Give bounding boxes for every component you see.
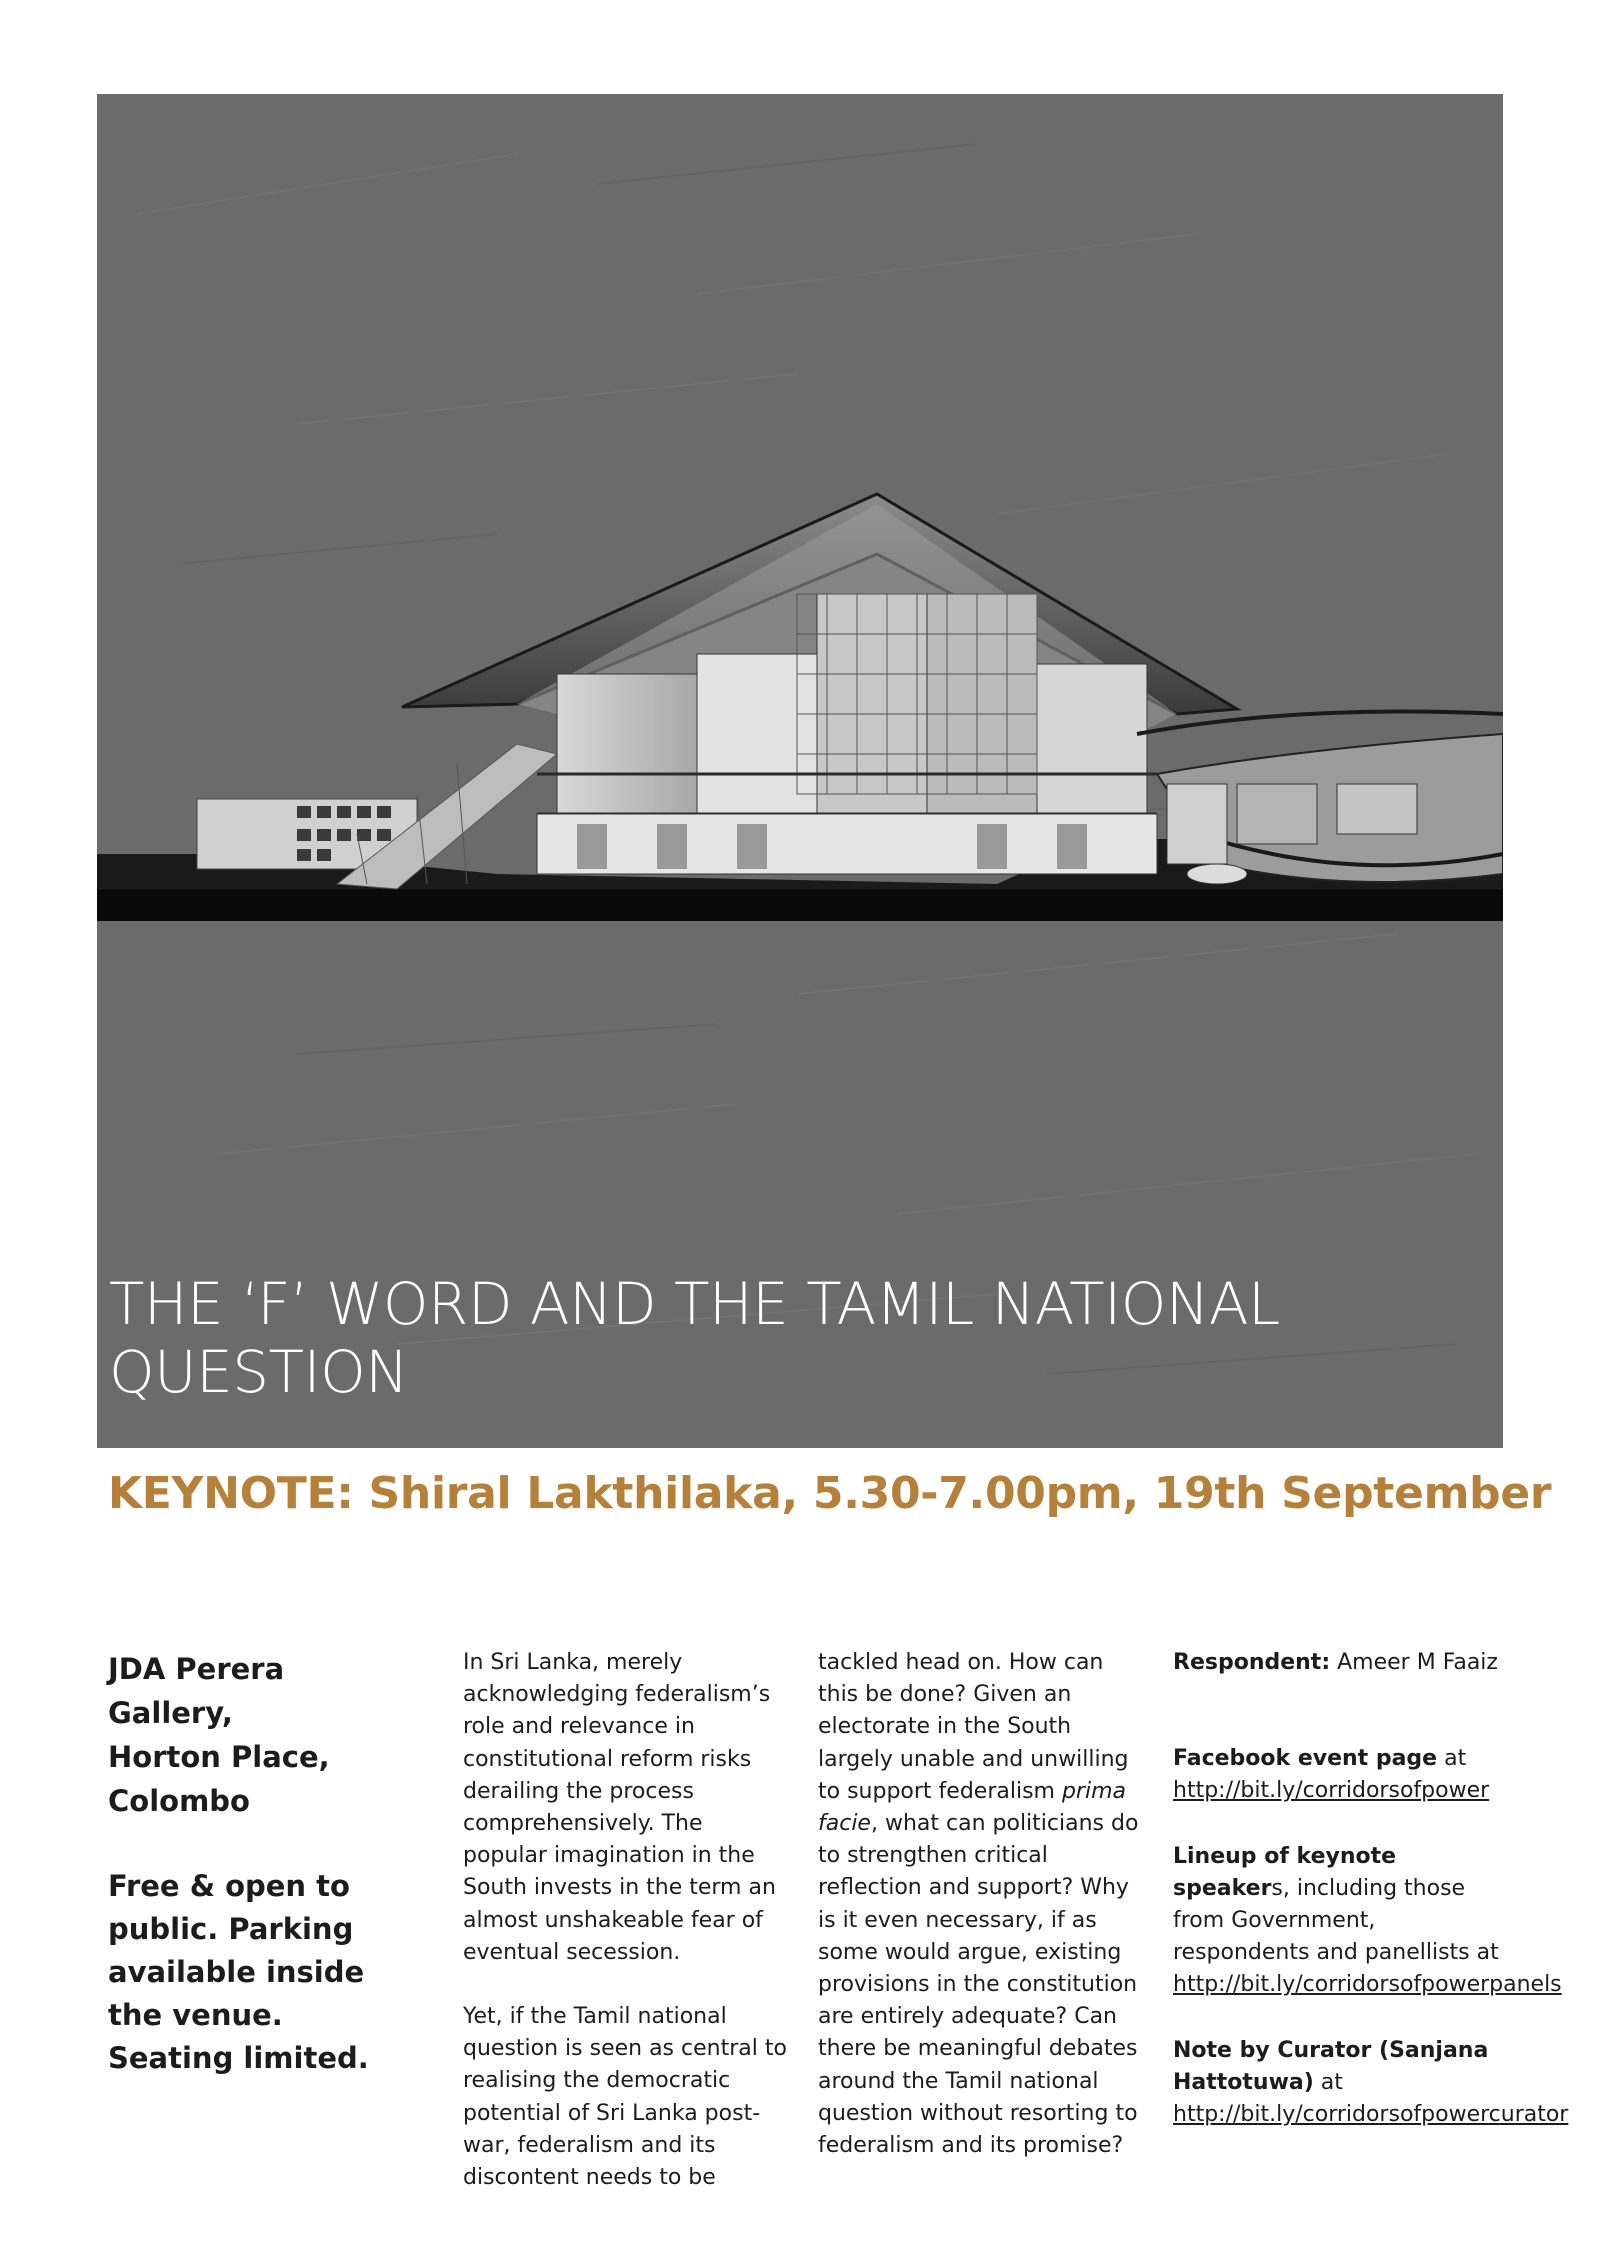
sidebar-column: [1173, 1647, 1569, 2131]
description-text-a: tackled head on. How can this be done? Given an electorate in the South largely unable and unwilling to support federalism: [818, 1650, 1129, 1804]
hero-image: [97, 94, 1503, 1448]
description-paragraph-2: Yet, if the Tamil national question is seen as central to realising the democratic potential of Sri Lanka post-war, federalism and its discontent needs to be: [463, 2004, 787, 2191]
note-label: Note by Curator (Sanjana Hattotuwa): [1173, 2038, 1489, 2095]
respondent-block: [1173, 1647, 1503, 1679]
facebook-label: Facebook event page: [1173, 1746, 1438, 1771]
panels-link[interactable]: http://bit.ly/corridorsofpowerpanels: [1173, 1972, 1562, 1997]
venue-line-3: Colombo: [108, 1784, 250, 1818]
curator-link[interactable]: http://bit.ly/corridorsofpowercurator: [1173, 2102, 1569, 2127]
event-title: THE ‘F’ WORD AND THE TAMIL NATIONAL QUESTION: [109, 1270, 1280, 1406]
description-column-2: [818, 1647, 1143, 2162]
description-paragraph-1: In Sri Lanka, merely acknowledging federalism’s role and relevance in constitutional reform risks derailing the process comprehensively. The popular imagination in the South invests in the term an almost unshakeable fear of eventual secession.: [463, 1650, 776, 1965]
facebook-event-link[interactable]: http://bit.ly/corridorsofpower: [1173, 1778, 1490, 1803]
facebook-block: [1173, 1743, 1503, 1807]
venue-column: [108, 1647, 418, 2080]
description-emphasis: prima facie: [818, 1778, 1127, 1837]
note-at: at: [1313, 2070, 1343, 2095]
venue-line-2: Horton Place,: [108, 1740, 330, 1774]
respondent-label: Respondent:: [1173, 1650, 1331, 1675]
architectural-section-drawing: [97, 94, 1503, 1448]
description-text-b: , what can politicians do to strengthen critical reflection and support? Why is it even necessary, if as some would argue, existing provisions in the constitution are entirely adequate? Can there be meaningful debates around the Tamil national question without resorting to federalism and its promise?: [818, 1811, 1139, 2159]
description-column-1: [463, 1647, 788, 2194]
facebook-at: at: [1437, 1746, 1467, 1771]
access-note: Free & open to public. Parking available inside the venue. Seating limited.: [108, 1869, 369, 2075]
venue-line-1: JDA Perera Gallery,: [108, 1652, 285, 1730]
respondent-name: Ameer M Faaiz: [1330, 1650, 1498, 1675]
lineup-block: [1173, 1841, 1562, 2001]
keynote-line: KEYNOTE: Shiral Lakthilaka, 5.30-7.00pm, 19th September: [108, 1468, 1552, 1519]
lineup-text: s, including those from Government, respondents and panellists at: [1173, 1876, 1499, 1965]
curator-block: [1173, 2035, 1569, 2131]
venue-address: [108, 1647, 418, 1823]
description-paragraph-3: [818, 1647, 1143, 2162]
lineup-label: Lineup of keynote speaker: [1173, 1844, 1397, 1901]
